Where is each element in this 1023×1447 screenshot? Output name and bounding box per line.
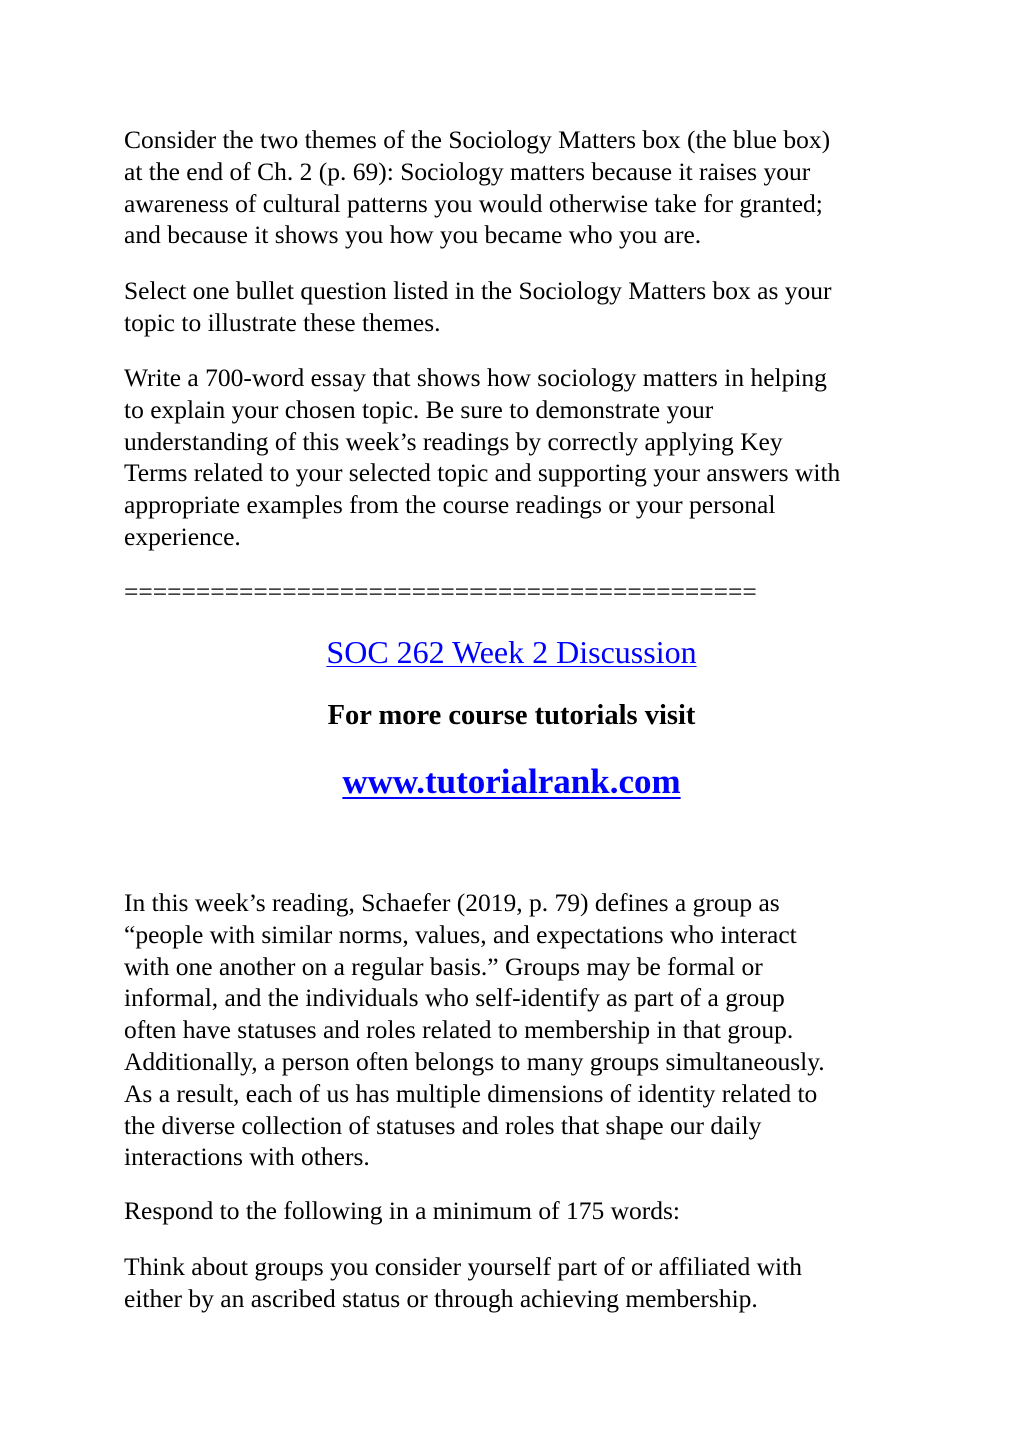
visit-text: For more course tutorials visit	[327, 700, 696, 731]
discussion-paragraph-think: Think about groups you consider yourself part of or affiliated with either by an ascribed status or through achieving membership.	[124, 1252, 802, 1313]
separator-line: ============================================	[124, 577, 757, 606]
intro-paragraph-select-topic: Select one bullet question listed in the Sociology Matters box as your topic to illustrate these themes.	[124, 276, 832, 337]
discussion-paragraph-groups: In this week’s reading, Schaefer (2019, p. 79) defines a group as “people with similar norms, values, and expectations who interact with one another on a regular basis.” Groups may be formal or informal, and the individuals who self-identify as part of a group often have statuses and roles related to membership in that group. Additionally, a person often belongs to many groups simultaneously. As a result, each of us has multiple dimensions of identity related to the diverse collection of statuses and roles that shape our daily interactions with others.	[124, 888, 825, 1172]
intro-paragraph-essay-instructions: Write a 700-word essay that shows how sociology matters in helping to explain your chosen topic. Be sure to demonstrate your understanding of this week’s readings by correctly applying Key Terms related to your selected topic and supporting your answers with appropriate examples from the course readings or your personal experience.	[124, 363, 841, 551]
intro-paragraph-themes: Consider the two themes of the Sociology Matters box (the blue box) at the end of Ch. 2 (p. 69): Sociology matters because it raises your awareness of cultural patterns you would otherwise take for granted; and because it shows you how you became who you are.	[124, 125, 831, 250]
website-link[interactable]: www.tutorialrank.com	[342, 762, 681, 801]
discussion-paragraph-respond: Respond to the following in a minimum of 175 words:	[124, 1196, 681, 1225]
tutorials-visit-line	[0, 698, 1023, 734]
course-title-link[interactable]: SOC 262 Week 2 Discussion	[326, 634, 697, 670]
